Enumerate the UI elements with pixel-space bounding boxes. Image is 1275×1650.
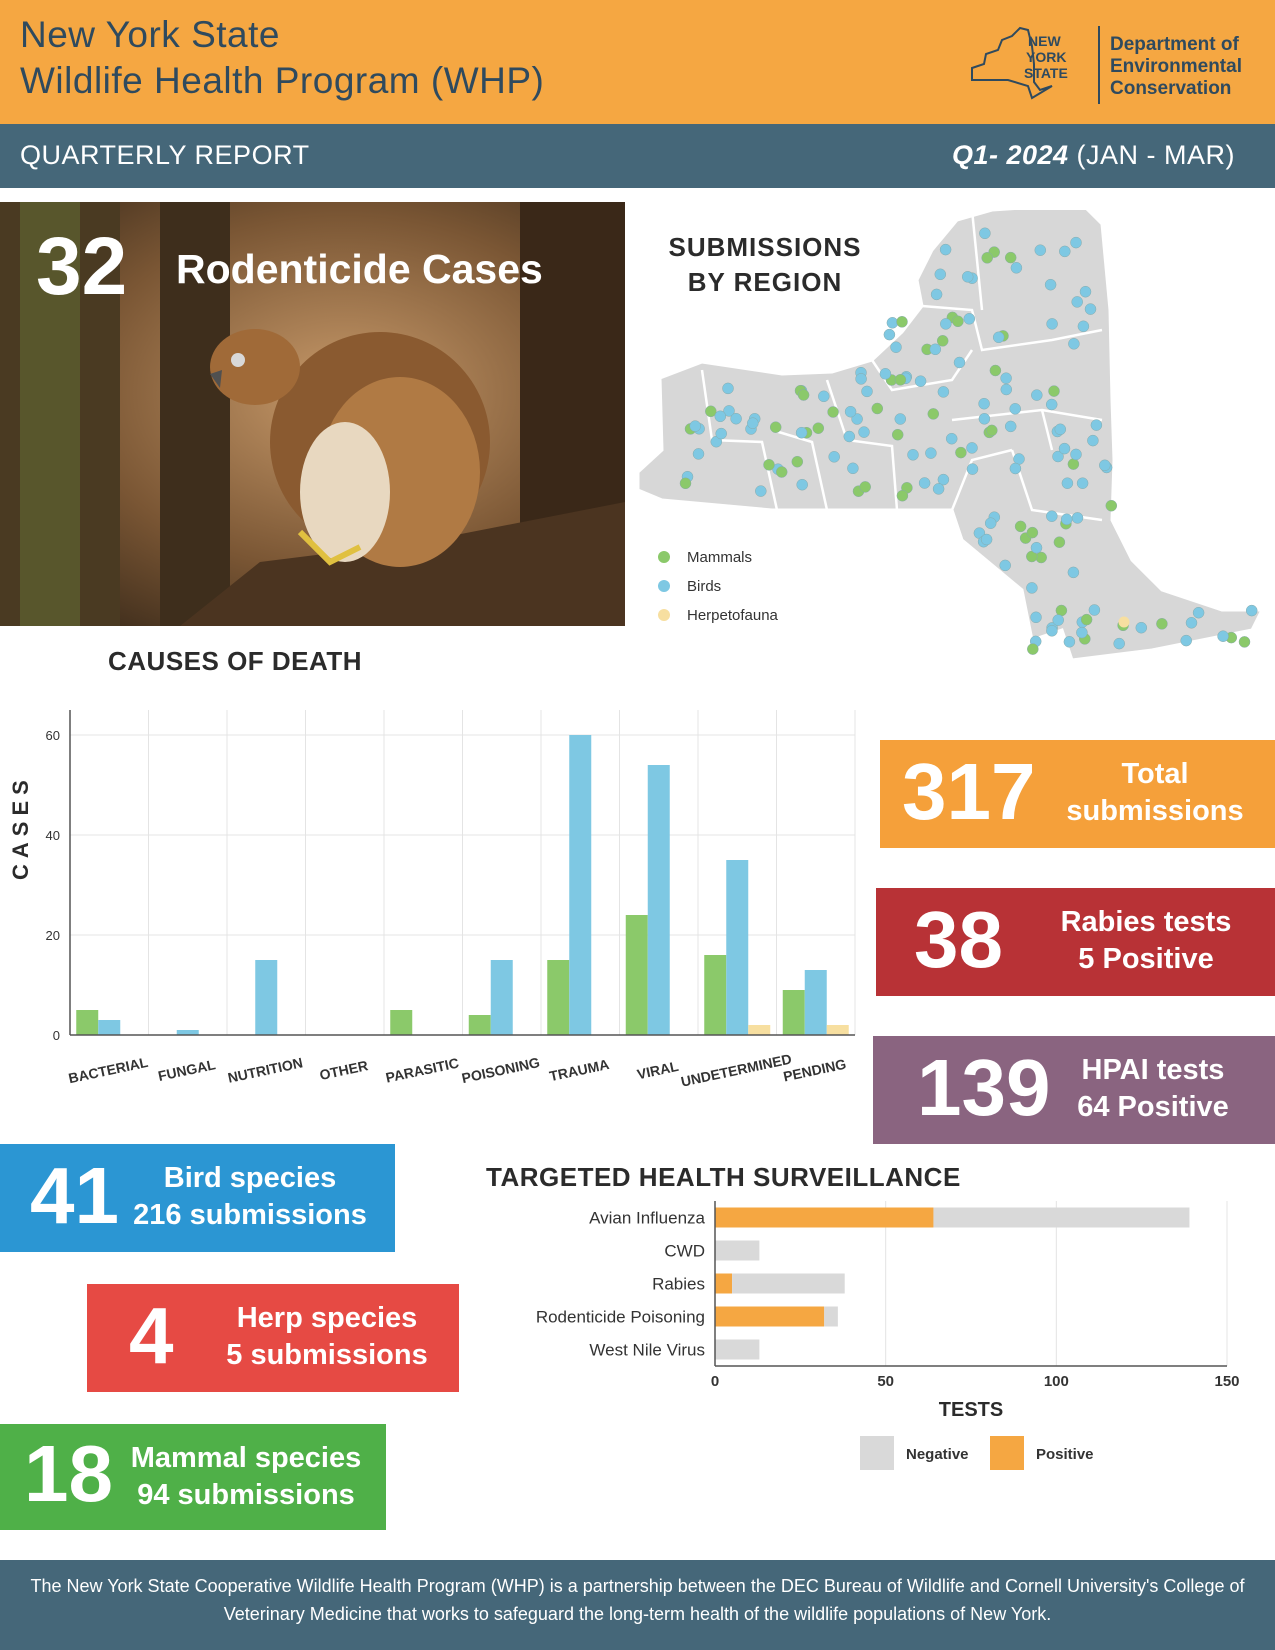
mammal-species-label-line1: Mammal species bbox=[130, 1442, 362, 1474]
herp-species-label-line2: 5 submissions bbox=[226, 1339, 428, 1371]
bird-species-label-line1: Bird species bbox=[163, 1162, 337, 1194]
submission-point bbox=[919, 478, 930, 489]
submission-point bbox=[1027, 644, 1038, 655]
rabies-number: 38 bbox=[914, 895, 1003, 984]
submission-point bbox=[860, 481, 871, 492]
legend-herps-label: Herpetofauna bbox=[687, 607, 778, 624]
causes-of-death-title: CAUSES OF DEATH bbox=[108, 646, 363, 676]
submission-point bbox=[1055, 424, 1066, 435]
bar-birds-nutrition bbox=[255, 960, 277, 1035]
bar-positive-rabies bbox=[715, 1274, 732, 1294]
x-tick-label: PENDING bbox=[781, 1055, 848, 1085]
bird-species-label-line2: 216 submissions bbox=[133, 1199, 367, 1231]
bar-mammals-parasitic bbox=[390, 1010, 412, 1035]
submission-point bbox=[829, 451, 840, 462]
submission-point bbox=[1193, 607, 1204, 618]
legend-swatch-negative bbox=[860, 1436, 894, 1470]
submission-point bbox=[693, 448, 704, 459]
rabies-label bbox=[1036, 904, 1256, 978]
submission-point bbox=[985, 518, 996, 529]
submission-point bbox=[1027, 527, 1038, 538]
submission-point bbox=[764, 459, 775, 470]
bar-mammals-undetermined bbox=[704, 955, 726, 1035]
x-tick-label: OTHER bbox=[318, 1057, 370, 1084]
submission-point bbox=[962, 271, 973, 282]
submission-point bbox=[1080, 286, 1091, 297]
submission-point bbox=[1085, 304, 1096, 315]
submission-point bbox=[1005, 421, 1016, 432]
y-tick-label: Rabies bbox=[652, 1274, 705, 1294]
submission-point bbox=[937, 335, 948, 346]
submission-point bbox=[946, 433, 957, 444]
surveillance-chart bbox=[470, 1196, 1260, 1536]
quarter-year: Q1- 2024 bbox=[951, 140, 1069, 170]
bar-mammals-bacterial bbox=[76, 1010, 98, 1035]
submission-point bbox=[915, 376, 926, 387]
submission-point bbox=[796, 427, 807, 438]
mammal-species-box bbox=[0, 1424, 386, 1530]
submission-point bbox=[1059, 443, 1070, 454]
submission-point bbox=[1081, 614, 1092, 625]
submission-point bbox=[1218, 631, 1229, 642]
x-tick-label: 150 bbox=[1214, 1373, 1240, 1390]
bar-negative-west-nile-virus bbox=[715, 1340, 759, 1360]
submission-point bbox=[908, 449, 919, 460]
submission-point bbox=[930, 344, 941, 355]
submission-point bbox=[935, 269, 946, 280]
x-tick-label: UNDETERMINED bbox=[679, 1050, 794, 1090]
submission-point bbox=[1089, 605, 1100, 616]
submission-point bbox=[1031, 390, 1042, 401]
submission-point bbox=[940, 318, 951, 329]
x-tick-label: FUNGAL bbox=[156, 1056, 217, 1084]
submission-point bbox=[964, 313, 975, 324]
x-tick-label: BACTERIAL bbox=[66, 1053, 150, 1087]
submission-point bbox=[895, 414, 906, 425]
rabies-label-line2: 5 Positive bbox=[1078, 943, 1214, 975]
submission-point bbox=[1239, 636, 1250, 647]
bar-birds-undetermined bbox=[726, 860, 748, 1035]
submission-point bbox=[1031, 542, 1042, 553]
submission-point bbox=[872, 403, 883, 414]
surveillance-title: TARGETED HEALTH SURVEILLANCE bbox=[486, 1162, 961, 1192]
submission-point bbox=[892, 429, 903, 440]
submission-point bbox=[1071, 237, 1082, 248]
submission-point bbox=[1091, 420, 1102, 431]
page-title-line2: Wildlife Health Program (WHP) bbox=[20, 60, 545, 101]
submission-point bbox=[845, 406, 856, 417]
submission-point bbox=[716, 428, 727, 439]
bar-birds-viral bbox=[648, 765, 670, 1035]
submission-point bbox=[928, 408, 939, 419]
submission-point bbox=[1072, 296, 1083, 307]
quarter-label bbox=[952, 140, 1235, 171]
submission-point bbox=[1010, 403, 1021, 414]
herp-species-label-line1: Herp species bbox=[236, 1302, 418, 1334]
logo-text-state: STATE bbox=[1024, 65, 1068, 81]
submission-point bbox=[1068, 459, 1079, 470]
submission-point bbox=[680, 478, 691, 489]
submission-point bbox=[1049, 386, 1060, 397]
legend-label-negative: Negative bbox=[906, 1446, 969, 1463]
bird-species-label bbox=[130, 1160, 370, 1234]
legend-mammals-label: Mammals bbox=[687, 549, 753, 566]
y-tick-label: 40 bbox=[45, 828, 60, 843]
bar-negative-avian-influenza bbox=[933, 1208, 1189, 1228]
y-tick-label: 0 bbox=[52, 1028, 60, 1043]
report-label: QUARTERLY REPORT bbox=[20, 140, 310, 170]
submission-point bbox=[1046, 399, 1057, 410]
submission-point bbox=[1077, 478, 1088, 489]
submission-point bbox=[933, 483, 944, 494]
submission-point bbox=[931, 289, 942, 300]
legend-birds-label: Birds bbox=[687, 578, 722, 595]
y-tick-label: Rodenticide Poisoning bbox=[535, 1307, 705, 1327]
submission-point bbox=[1011, 262, 1022, 273]
submission-point bbox=[705, 406, 716, 417]
total-number: 317 bbox=[902, 747, 1036, 836]
submission-point bbox=[967, 442, 978, 453]
submission-point bbox=[925, 448, 936, 459]
submission-point bbox=[1072, 512, 1083, 523]
bar-birds-poisoning bbox=[491, 960, 513, 1035]
submission-point bbox=[1061, 514, 1072, 525]
submission-point bbox=[1045, 279, 1056, 290]
submission-point bbox=[1054, 537, 1065, 548]
submission-point bbox=[776, 467, 787, 478]
x-tick-label: POISONING bbox=[460, 1054, 542, 1087]
submission-point bbox=[897, 490, 908, 501]
logo-text-york: YORK bbox=[1026, 49, 1067, 65]
submission-point bbox=[1119, 617, 1130, 628]
rabies-tests-box bbox=[876, 888, 1275, 996]
submission-point bbox=[887, 317, 898, 328]
dec-name-line3: Conservation bbox=[1110, 78, 1232, 99]
bar-birds-pending bbox=[805, 970, 827, 1035]
submission-point bbox=[1046, 625, 1057, 636]
bar-positive-rodenticide-poisoning bbox=[715, 1307, 824, 1327]
submission-point bbox=[1062, 478, 1073, 489]
submission-point bbox=[1005, 252, 1016, 263]
submission-point bbox=[1053, 615, 1064, 626]
submission-point bbox=[1156, 618, 1167, 629]
footer-text: The New York State Cooperative Wildlife Health Program (WHP) is a partnership between the DEC Bureau of Wildlife and Cornell University's College of Veterinary Medicine that works to safeguard the long-term health of the wildlife populations of New York. bbox=[30, 1576, 1245, 1624]
submission-point bbox=[1026, 582, 1037, 593]
submission-point bbox=[1031, 612, 1042, 623]
total-label-line1: Total bbox=[1121, 758, 1189, 790]
submission-point bbox=[1001, 384, 1012, 395]
bird-species-box bbox=[0, 1144, 395, 1252]
quarter-range: (JAN - MAR) bbox=[1068, 140, 1235, 170]
submission-point bbox=[1076, 627, 1087, 638]
submission-point bbox=[952, 316, 963, 327]
bar-negative-rodenticide-poisoning bbox=[824, 1307, 838, 1327]
submission-point bbox=[792, 456, 803, 467]
submission-point bbox=[954, 357, 965, 368]
submission-point bbox=[1046, 511, 1057, 522]
mammal-species-label-line2: 94 submissions bbox=[137, 1479, 355, 1511]
submission-point bbox=[1114, 638, 1125, 649]
y-tick-label: CWD bbox=[664, 1241, 705, 1261]
rabies-label-line1: Rabies tests bbox=[1060, 906, 1232, 938]
submission-point bbox=[1059, 246, 1070, 257]
submission-point bbox=[938, 386, 949, 397]
hpai-tests-box bbox=[873, 1036, 1275, 1144]
submission-point bbox=[1068, 338, 1079, 349]
mammal-species-label bbox=[126, 1440, 366, 1514]
y-tick-label: 60 bbox=[45, 728, 60, 743]
submission-point bbox=[1000, 560, 1011, 571]
x-tick-label: VIRAL bbox=[635, 1057, 680, 1083]
bar-negative-rabies bbox=[732, 1274, 845, 1294]
map-title-line2: BY REGION bbox=[687, 267, 843, 297]
map-title-line1: SUBMISSIONS bbox=[668, 232, 862, 262]
submission-point bbox=[897, 316, 908, 327]
submission-point bbox=[828, 407, 839, 418]
x-tick-label: 0 bbox=[710, 1373, 720, 1390]
submission-point bbox=[1099, 460, 1110, 471]
x-axis-label: TESTS bbox=[938, 1399, 1004, 1421]
bar-mammals-trauma bbox=[547, 960, 569, 1035]
page-title-line1: New York State bbox=[20, 14, 280, 55]
submission-point bbox=[880, 368, 891, 379]
submission-point bbox=[847, 463, 858, 474]
submission-point bbox=[747, 418, 758, 429]
hpai-label-line1: HPAI tests bbox=[1081, 1054, 1225, 1086]
bar-mammals-viral bbox=[626, 915, 648, 1035]
legend-label-positive: Positive bbox=[1036, 1446, 1094, 1463]
submission-point bbox=[981, 534, 992, 545]
hpai-label-line2: 64 Positive bbox=[1077, 1091, 1229, 1123]
ny-state-logo bbox=[968, 24, 1088, 104]
submission-point bbox=[895, 374, 906, 385]
submission-point bbox=[1071, 449, 1082, 460]
y-tick-label: Avian Influenza bbox=[589, 1208, 705, 1228]
legend-mammals-swatch bbox=[658, 551, 670, 563]
submission-point bbox=[715, 411, 726, 422]
mammal-species-number: 18 bbox=[24, 1429, 113, 1518]
submission-point bbox=[986, 425, 997, 436]
x-tick-label: 100 bbox=[1043, 1373, 1069, 1390]
submission-point bbox=[1010, 463, 1021, 474]
submission-point bbox=[1015, 521, 1026, 532]
submission-point bbox=[731, 413, 742, 424]
submission-point bbox=[1136, 622, 1147, 633]
submission-point bbox=[1181, 635, 1192, 646]
bar-positive-avian-influenza bbox=[715, 1208, 933, 1228]
submission-point bbox=[859, 427, 870, 438]
submission-point bbox=[979, 413, 990, 424]
hpai-number: 139 bbox=[917, 1043, 1051, 1132]
submission-point bbox=[798, 390, 809, 401]
x-tick-label: NUTRITION bbox=[226, 1054, 305, 1086]
bar-herpetofauna-undetermined bbox=[748, 1025, 770, 1035]
hpai-label bbox=[1053, 1052, 1253, 1126]
submission-point bbox=[982, 252, 993, 263]
bar-negative-cwd bbox=[715, 1241, 759, 1261]
submission-point bbox=[1246, 605, 1257, 616]
submission-point bbox=[1056, 605, 1067, 616]
submission-point bbox=[955, 447, 966, 458]
logo-divider bbox=[1098, 26, 1100, 104]
x-tick-label: 50 bbox=[877, 1373, 895, 1390]
submission-point bbox=[862, 386, 873, 397]
bar-birds-bacterial bbox=[98, 1020, 120, 1035]
rodenticide-count: 32 bbox=[36, 221, 128, 312]
y-tick-label: 20 bbox=[45, 928, 60, 943]
map-title bbox=[660, 230, 870, 300]
rodenticide-label: Rodenticide Cases bbox=[176, 246, 543, 292]
submission-point bbox=[770, 422, 781, 433]
total-label-line2: submissions bbox=[1066, 795, 1244, 827]
submission-point bbox=[993, 332, 1004, 343]
submission-point bbox=[813, 423, 824, 434]
bar-birds-trauma bbox=[569, 735, 591, 1035]
bird-species-number: 41 bbox=[30, 1151, 119, 1240]
submission-point bbox=[755, 486, 766, 497]
causes-y-axis-label: CASES bbox=[8, 774, 33, 880]
x-tick-label: TRAUMA bbox=[547, 1055, 611, 1085]
bar-mammals-pending bbox=[783, 990, 805, 1035]
bar-mammals-poisoning bbox=[469, 1015, 491, 1035]
submission-point bbox=[856, 373, 867, 384]
y-tick-label: West Nile Virus bbox=[589, 1340, 705, 1360]
submission-point bbox=[940, 244, 951, 255]
bar-herpetofauna-pending bbox=[827, 1025, 849, 1035]
submission-point bbox=[1106, 500, 1117, 511]
submission-point bbox=[797, 479, 808, 490]
x-tick-label: PARASITIC bbox=[384, 1054, 461, 1086]
submission-point bbox=[990, 365, 1001, 376]
submission-point bbox=[1186, 617, 1197, 628]
submission-point bbox=[979, 228, 990, 239]
dec-name-line2: Environmental bbox=[1110, 56, 1242, 77]
legend-birds-swatch bbox=[658, 580, 670, 592]
submission-point bbox=[1078, 321, 1089, 332]
legend-herps-swatch bbox=[658, 609, 670, 621]
herp-species-number: 4 bbox=[129, 1291, 174, 1380]
submission-point bbox=[1068, 567, 1079, 578]
total-label bbox=[1055, 756, 1255, 830]
herp-species-label bbox=[207, 1300, 447, 1374]
logo-text-new: NEW bbox=[1028, 33, 1061, 49]
submission-point bbox=[690, 421, 701, 432]
submission-point bbox=[1047, 318, 1058, 329]
legend-swatch-positive bbox=[990, 1436, 1024, 1470]
submission-point bbox=[967, 464, 978, 475]
total-submissions-box bbox=[880, 740, 1275, 848]
submission-point bbox=[979, 398, 990, 409]
submission-point bbox=[884, 329, 895, 340]
dec-name-line1: Department of bbox=[1110, 34, 1239, 55]
herp-species-box bbox=[87, 1284, 459, 1392]
submission-point bbox=[891, 342, 902, 353]
submission-point bbox=[1035, 245, 1046, 256]
submission-point bbox=[1087, 435, 1098, 446]
submission-point bbox=[723, 383, 734, 394]
causes-of-death-chart bbox=[0, 700, 870, 1120]
submission-point bbox=[844, 431, 855, 442]
submission-point bbox=[1001, 373, 1012, 384]
submission-point bbox=[818, 391, 829, 402]
submission-point bbox=[1064, 636, 1075, 647]
